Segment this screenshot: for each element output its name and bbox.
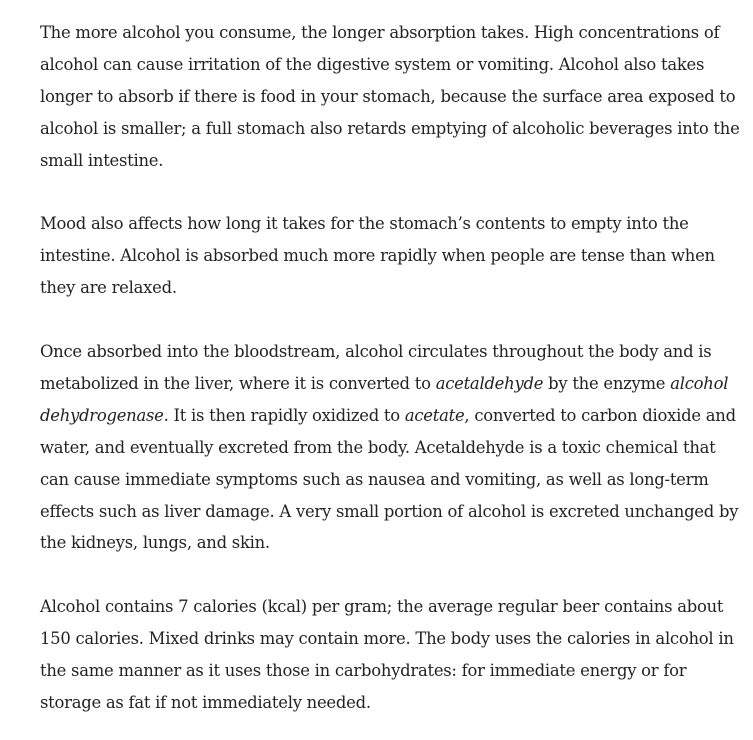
term-acetaldehyde: acetaldehyde xyxy=(435,373,544,393)
paragraph-text: Once absorbed into the bloodstream, alcohol circulates throughout the body and is metabolized in the liver, where it is converted to xyxy=(40,342,712,393)
paragraph-absorption: The more alcohol you consume, the longer absorption takes. High concentrations of alcohol can cause irritation of the digestive system or vomiting. Alcohol also takes longer to absorb if there is food in your stomach, because the surface area exposed to alcohol is smaller; a full stomach also retards emptying of alcoholic beverages into the small intestine. xyxy=(40,23,740,170)
document-body xyxy=(40,17,744,719)
term-alcohol-dehydrogenase: alcohol dehydrogenase xyxy=(40,373,729,425)
paragraph-mood: Mood also affects how long it takes for the stomach’s contents to empty into the intestine. Alcohol is absorbed much more rapidly when people are tense than when they are relaxed. xyxy=(40,214,715,298)
paragraph-calories: Alcohol contains 7 calories (kcal) per gram; the average regular beer contains about 150 calories. Mixed drinks may contain more. The body uses the calories in alcohol in the same manner as it uses those in carbohydrates: for immediate energy or for storage as fat if not immediately needed. xyxy=(40,597,734,712)
paragraph-text: . It is then rapidly oxidized to xyxy=(163,405,405,425)
paragraph-text: , converted to carbon dioxide and water, and eventually excreted from the body. Acetaldehyde is a toxic chemical that can cause immediate symptoms such as nausea and vomiting, as well as long-term effects such as liver damage. A very small portion of alcohol is excreted unchanged by the kidneys, lungs, and skin. xyxy=(40,405,739,553)
paragraph-metabolism xyxy=(40,336,744,559)
paragraph-text: by the enzyme xyxy=(543,373,671,393)
term-acetate: acetate xyxy=(404,405,465,425)
